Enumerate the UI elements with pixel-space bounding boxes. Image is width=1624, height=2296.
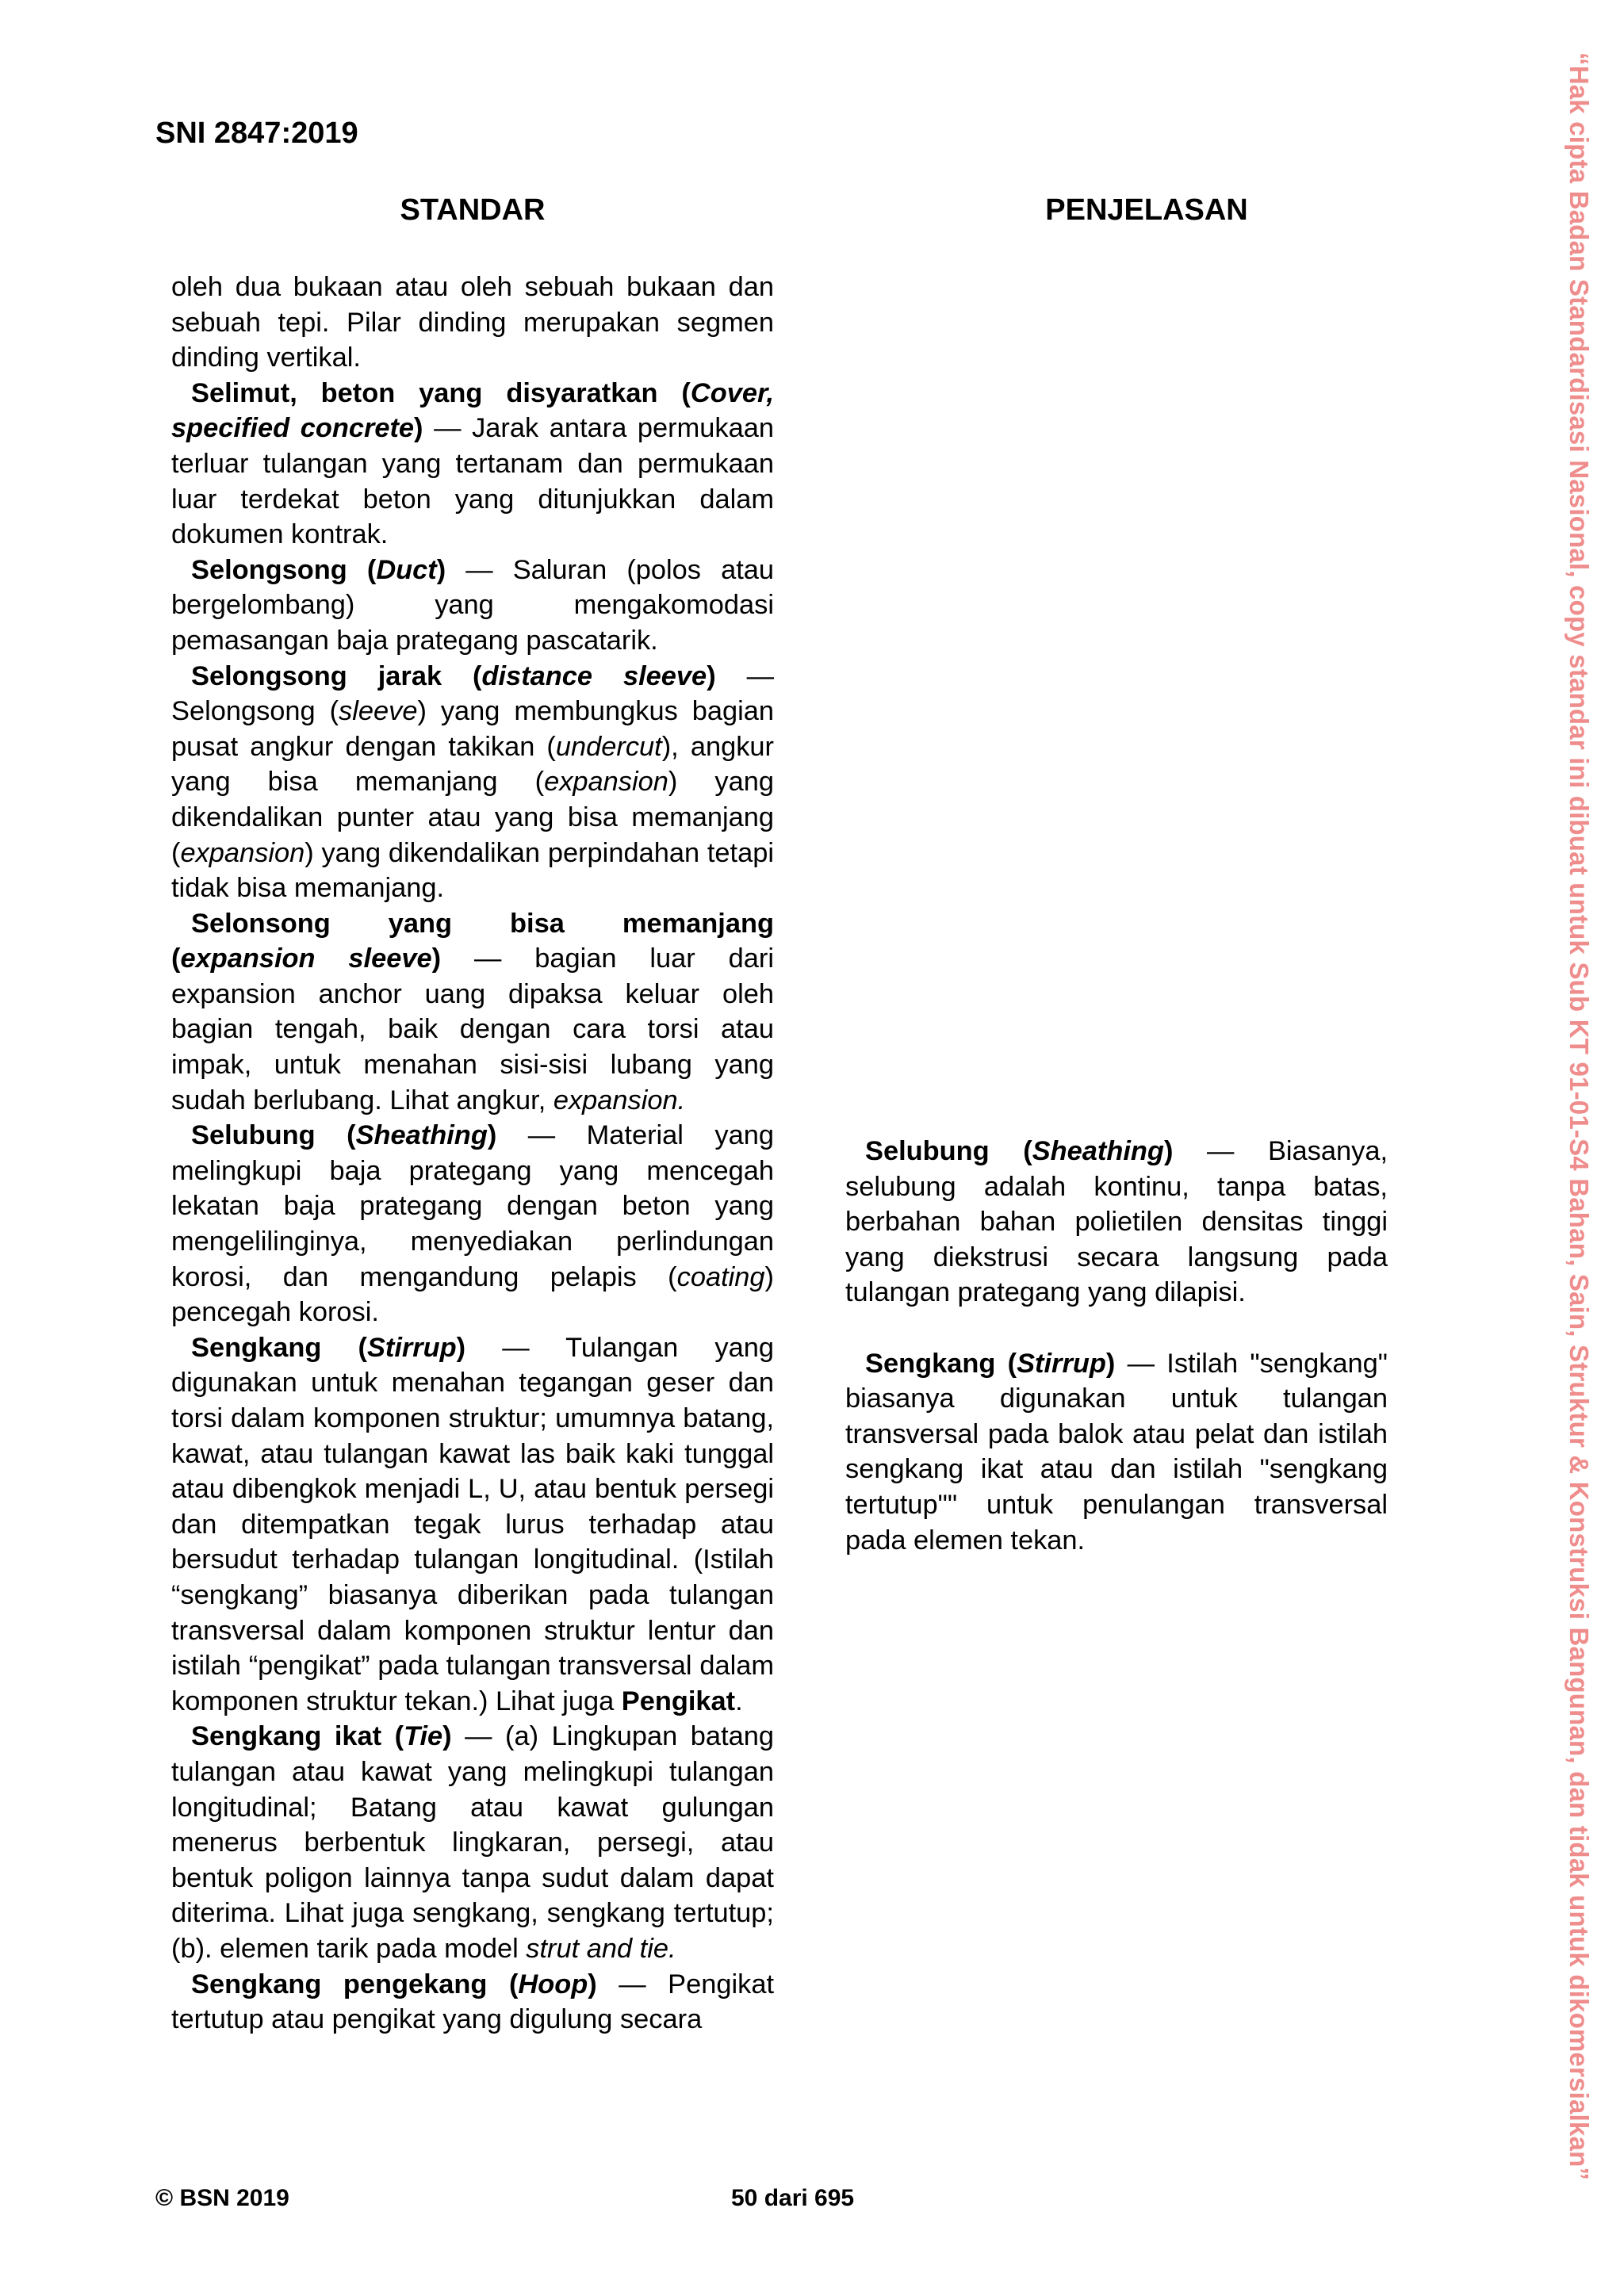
commentary-column-heading: PENJELASAN (1045, 193, 1248, 227)
term: Selimut, beton yang disyaratkan (Cover, specified concrete) (171, 377, 774, 444)
term: Selubung (Sheathing) (191, 1120, 497, 1151)
paragraph-spacer (845, 1311, 1388, 1346)
paragraph-continued: oleh dua bukaan atau oleh sebuah bukaan dan sebuah tepi. Pilar dinding merupakan segmen dinding vertikal. (171, 272, 774, 373)
term: Selongsong jarak (distance sleeve) (191, 660, 716, 691)
definition-hoop: Sengkang pengekang (Hoop) — Pengikat tertutup atau pengikat yang digulung secara (171, 1969, 774, 2035)
definition-cover-specified-concrete: Selimut, beton yang disyaratkan (Cover, specified concrete) — Jarak antara permukaan terluar tulangan yang tertanam dan permukaan luar terdekat beton yang ditunjukkan dalam dokumen kontrak. (171, 377, 774, 550)
definition-distance-sleeve: Selongsong jarak (distance sleeve) — Selongsong (sleeve) yang membungkus bagian pusat angkur dengan takikan (undercut), angkur yang bisa memanjang (expansion) yang dikendalikan punter atau yang bisa memanjang (expansion) yang dikendalikan perpindahan tetapi tidak bisa memanjang. (171, 660, 774, 904)
definition-duct: Selongsong (Duct) — Saluran (polos atau bergelombang) yang mengakomodasi pemasangan baja prategang pascatarik. (171, 554, 774, 656)
term: Selongsong (Duct) (191, 554, 446, 585)
definition-stirrup: Sengkang (Stirrup) — Tulangan yang digunakan untuk menahan tegangan geser dan torsi dalam komponen struktur; umumnya batang, kawat, atau tulangan kawat las baik kaki tunggal atau dibengkok menjadi L, U, atau bentuk persegi dan ditempatkan tegak lurus terhadap atau bersudut terhadap tulangan longitudinal. (Istilah “sengkang” biasanya diberikan pada tulangan transversal dalam komponen struktur lentur dan istilah “pengikat” pada tulangan transversal dalam komponen struktur tekan.) Lihat juga Pengikat. (171, 1332, 774, 1716)
term: Sengkang (Stirrup) (865, 1348, 1116, 1379)
term: Selubung (Sheathing) (865, 1136, 1174, 1166)
footer-page-number: 50 dari 695 (731, 2185, 855, 2211)
definition-sheathing: Selubung (Sheathing) — Material yang melingkupi baja prategang yang mencegah lekatan baja prategang dengan beton yang mengelilinginya, menyediakan perlindungan korosi, dan mengandung pelapis (coating) pencegah korosi. (171, 1120, 774, 1328)
term: Selonsong yang bisa memanjang (expansion sleeve) (171, 908, 774, 974)
commentary-sheathing: Selubung (Sheathing) — Biasanya, selubung adalah kontinu, tanpa batas, berbahan bahan polietilen densitas tinggi yang diekstrusi secara langsung pada tulangan prategang yang dilapisi. (845, 1136, 1388, 1308)
commentary-column (845, 1134, 1388, 1558)
commentary-stirrup: Sengkang (Stirrup) — Istilah "sengkang" biasanya digunakan untuk tulangan transversal pada balok atau pelat dan istilah sengkang ikat atau dan istilah "sengkang tertutup"" untuk penulangan transversal pada elemen tekan. (845, 1348, 1388, 1556)
definition-expansion-sleeve: Selonsong yang bisa memanjang (expansion sleeve) — bagian luar dari expansion anchor uang dipaksa keluar oleh bagian tengah, baik dengan cara torsi atau impak, untuk menahan sisi-sisi lubang yang sudah berlubang. Lihat angkur, expansion. (171, 908, 774, 1115)
term: Sengkang ikat (Tie) (191, 1721, 452, 1752)
footer-copyright: © BSN 2019 (155, 2185, 289, 2211)
document-code: SNI 2847:2019 (155, 117, 358, 150)
term: Sengkang (Stirrup) (191, 1332, 466, 1363)
definition-tie: Sengkang ikat (Tie) — (a) Lingkupan batang tulangan atau kawat yang melingkupi tulangan longitudinal; Batang atau kawat gulungan menerus berbentuk lingkaran, persegi, atau bentuk poligon lainnya tanpa sudut dalam dapat diterima. Lihat juga sengkang, sengkang tertutup; (b). elemen tarik pada model strut and tie. (171, 1721, 774, 1964)
standard-column-heading: STANDAR (400, 193, 546, 227)
copyright-watermark: “Hak cipta Badan Standardisasi Nasional, copy standar ini dibuat untuk Sub KT 91-01-S4 Bahan, Sain, Struktur & Konstruksi Bangunan, dan tidak untuk dikomersialkan” (1565, 52, 1594, 2181)
term: Sengkang pengekang (Hoop) (191, 1969, 597, 1999)
cross-reference-pengikat: Pengikat (621, 1686, 736, 1716)
standard-column (171, 270, 774, 2038)
